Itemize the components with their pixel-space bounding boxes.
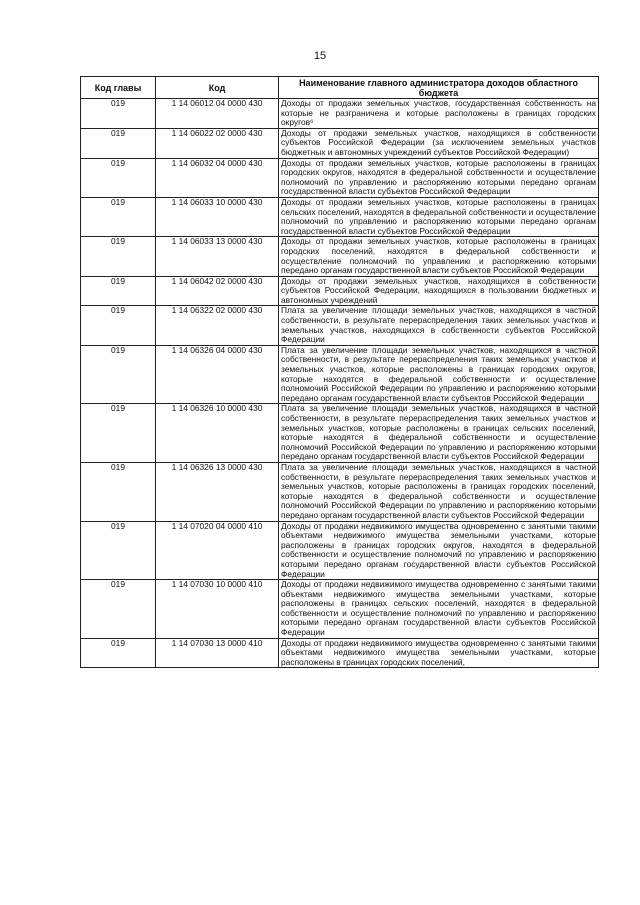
cell-chief-code: 019 xyxy=(81,197,156,236)
cell-chief-code: 019 xyxy=(81,638,156,668)
cell-chief-code: 019 xyxy=(81,128,156,158)
table-row xyxy=(81,158,599,197)
cell-chief-code: 019 xyxy=(81,462,156,521)
cell-name: Плата за увеличение площади земельных участков, находящихся в частной собственности, в результате перераспределения таких земельных участков и земельных участков, которые расположены в границах городских поселений, которые находятся в федеральной собственности и осуществление полномочий Российской Федерации по управлению и распоряжению которыми передано органам государственной власти субъектов Российской Федерации xyxy=(279,462,599,521)
table-row xyxy=(81,237,599,276)
cell-chief-code: 019 xyxy=(81,158,156,197)
cell-name: Доходы от продажи земельных участков, находящихся в собственности субъектов Российской Федерации, находящихся в пользовании бюджетных и автономных учреждений xyxy=(279,276,599,306)
cell-code: 1 14 06326 10 0000 430 xyxy=(156,404,279,463)
cell-code: 1 14 06326 13 0000 430 xyxy=(156,462,279,521)
cell-code: 1 14 06322 02 0000 430 xyxy=(156,306,279,345)
cell-name: Доходы от продажи недвижимого имущества одновременно с занятыми такими объектами недвижимого имущества земельными участками, которые расположены в границах городских поселений, xyxy=(279,638,599,668)
cell-name: Доходы от продажи земельных участков, которые расположены в границах сельских поселений, находятся в федеральной собственности и осуществление полномочий по управлению и распоряжению которыми передано органам государственной власти субъектов Российской Федерации xyxy=(279,197,599,236)
cell-code: 1 14 07030 10 0000 410 xyxy=(156,580,279,639)
cell-chief-code: 019 xyxy=(81,580,156,639)
cell-code: 1 14 06033 10 0000 430 xyxy=(156,197,279,236)
cell-chief-code: 019 xyxy=(81,237,156,276)
revenue-administrators-table xyxy=(80,76,599,668)
cell-chief-code: 019 xyxy=(81,521,156,580)
table-row xyxy=(81,580,599,639)
cell-name: Доходы от продажи недвижимого имущества одновременно с занятыми такими объектами недвижимого имущества земельными участками, которые расположены в границах сельских поселений, находятся в федеральной собственности и осуществление полномочий по управлению и распоряжению которыми передано органам государственной власти субъектов Российской Федерации xyxy=(279,580,599,639)
table-row xyxy=(81,99,599,129)
cell-code: 1 14 06032 04 0000 430 xyxy=(156,158,279,197)
cell-code: 1 14 07020 04 0000 410 xyxy=(156,521,279,580)
cell-name: Плата за увеличение площади земельных участков, находящихся в частной собственности, в результате перераспределения таких земельных участков и земельных участков, которые расположены в границах сельских поселений, которые находятся в федеральной собственности и осуществление полномочий Российской Федерации по управлению и распоряжению которыми передано органам государственной власти субъектов Российской Федерации xyxy=(279,404,599,463)
table-row xyxy=(81,197,599,236)
cell-chief-code: 019 xyxy=(81,99,156,129)
cell-name: Доходы от продажи земельных участков, которые расположены в границах городских округов, находятся в федеральной собственности и осуществление полномочий по управлению и распоряжению которыми передано органам государственной власти субъектов Российской Федерации xyxy=(279,158,599,197)
cell-chief-code: 019 xyxy=(81,276,156,306)
cell-code: 1 14 06012 04 0000 430 xyxy=(156,99,279,129)
table-row xyxy=(81,276,599,306)
table-row xyxy=(81,638,599,668)
cell-code: 1 14 06326 04 0000 430 xyxy=(156,345,279,404)
table-row xyxy=(81,345,599,404)
header-chief-code: Код главы xyxy=(81,77,156,99)
table-body xyxy=(81,99,599,668)
cell-name: Доходы от продажи недвижимого имущества одновременно с занятыми такими объектами недвижимого имущества земельными участками, которые расположены в границах городских округов, находятся в федеральной собственности и осуществление полномочий по управлению и распоряжению которыми передано органам государственной власти субъектов Российской Федерации xyxy=(279,521,599,580)
table-header-row xyxy=(81,77,599,99)
header-name: Наименование главного администратора доходов областного бюджета xyxy=(279,77,599,99)
cell-name: Доходы от продажи земельных участков, находящихся в собственности субъектов Российской Федерации (за исключением земельных участков бюджетных и автономных учреждений субъектов Российской Федерации) xyxy=(279,128,599,158)
page-number: 15 xyxy=(313,50,327,62)
cell-chief-code: 019 xyxy=(81,404,156,463)
table-row xyxy=(81,128,599,158)
cell-code: 1 14 06033 13 0000 430 xyxy=(156,237,279,276)
cell-code: 1 14 07030 13 0000 410 xyxy=(156,638,279,668)
cell-chief-code: 019 xyxy=(81,306,156,345)
cell-code: 1 14 06042 02 0000 430 xyxy=(156,276,279,306)
cell-code: 1 14 06022 02 0000 430 xyxy=(156,128,279,158)
header-code: Код xyxy=(156,77,279,99)
table-row xyxy=(81,521,599,580)
table-row xyxy=(81,404,599,463)
cell-name: Доходы от продажи земельных участков, которые расположены в границах городских поселений, находятся в федеральной собственности и осуществление полномочий по управлению и распоряжению которыми передано органам государственной власти субъектов Российской Федерации xyxy=(279,237,599,276)
table-row xyxy=(81,306,599,345)
cell-name: Плата за увеличение площади земельных участков, находящихся в частной собственности, в результате перераспределения таких земельных участков и земельных участков, которые расположены в границах городских округов, которые находятся в федеральной собственности и осуществление полномочий Российской Федерации по управлению и распоряжению которыми передано органам государственной власти субъектов Российской Федерации xyxy=(279,345,599,404)
cell-name: Доходы от продажи земельных участков, государственная собственность на которые не разграничена и которые расположены в границах городских округов⁶ xyxy=(279,99,599,129)
cell-name: Плата за увеличение площади земельных участков, находящихся в частной собственности, в результате перераспределения таких земельных участков и земельных участков, находящихся в собственности субъектов Российской Федерации xyxy=(279,306,599,345)
cell-chief-code: 019 xyxy=(81,345,156,404)
table-row xyxy=(81,462,599,521)
